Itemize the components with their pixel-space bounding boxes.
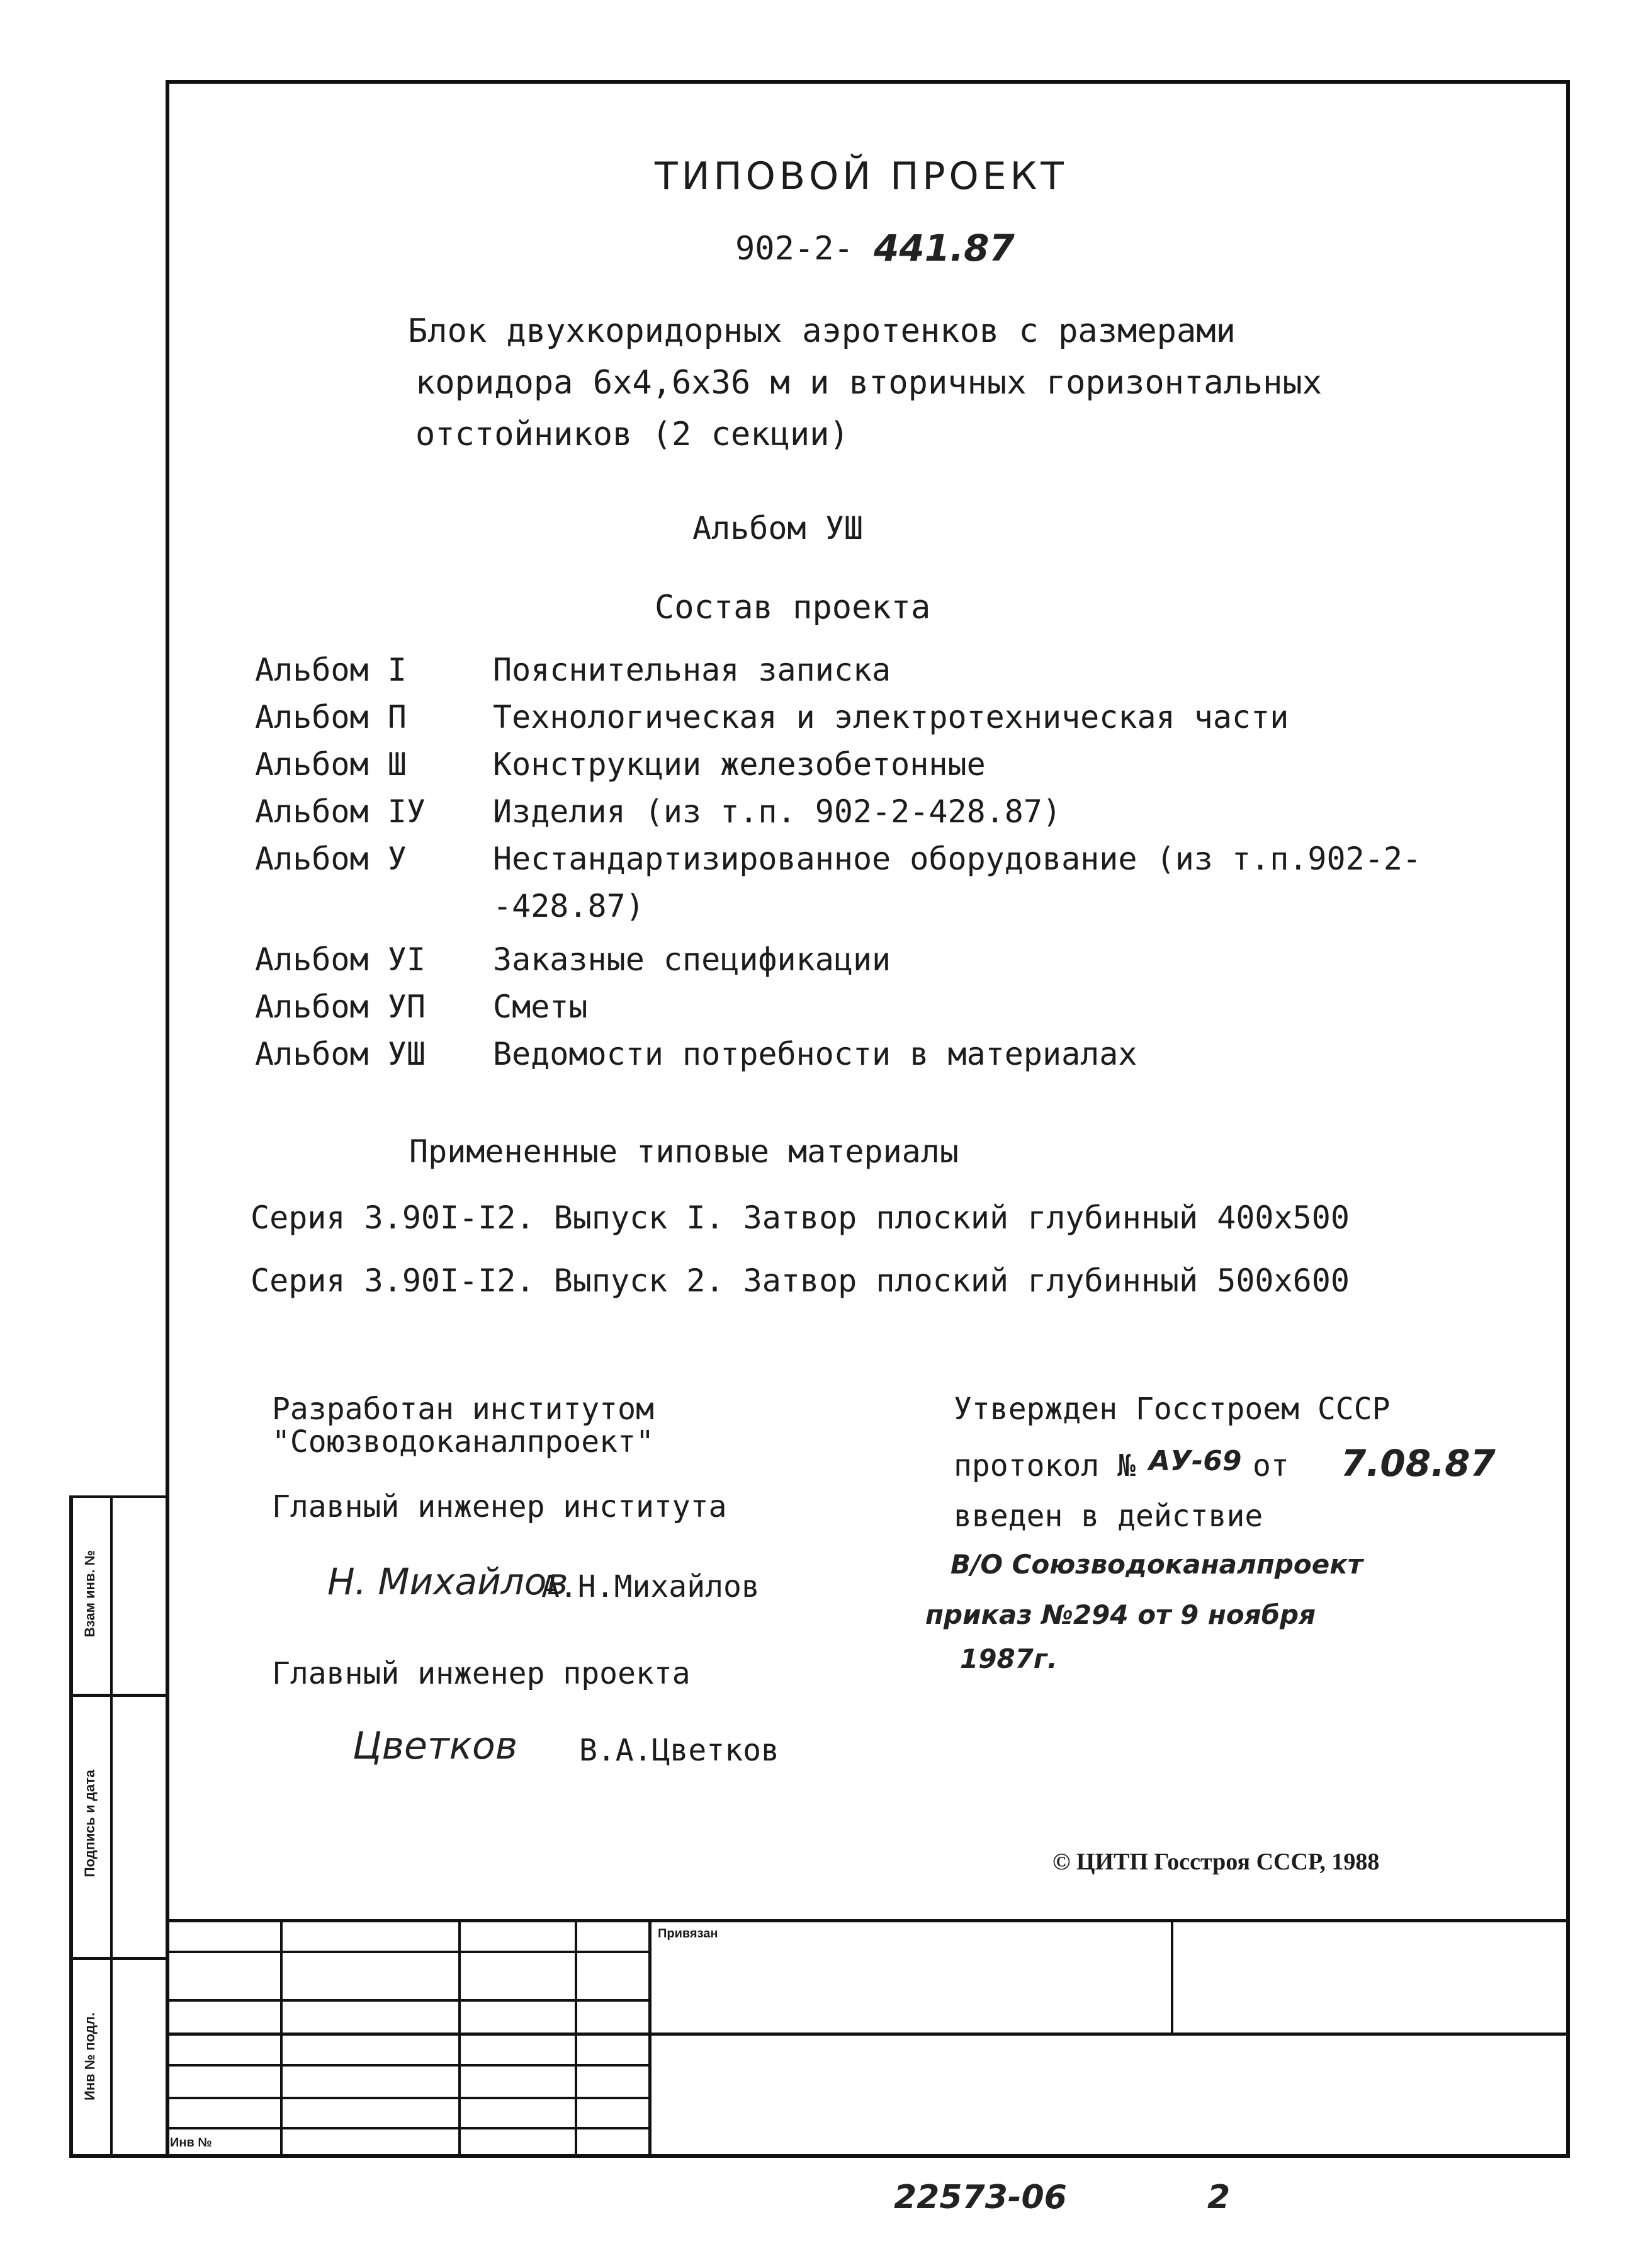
album-5-text: Нестандартизированное оборудование (из т.п.902-2- <box>493 841 1422 877</box>
description-line-2: коридора 6х4,6х36 м и вторичных горизонтальных <box>415 364 1323 402</box>
protocol-from: от <box>1253 1448 1289 1483</box>
page-number: 2 <box>1207 2179 1231 2216</box>
developer-line-1: Разработан институтом <box>272 1392 654 1427</box>
developer-line-2: "Союзводоканалпроект" <box>272 1424 654 1460</box>
album-7-label: Альбом УП <box>255 989 426 1025</box>
chief-engineer-institute-title: Главный инженер института <box>272 1489 727 1524</box>
album-5-label: Альбом У <box>255 841 407 877</box>
album-1-label: Альбом I <box>255 652 407 688</box>
stamp-linked-label: Привязан <box>658 1927 718 1941</box>
composition-heading: Состав проекта <box>655 589 931 627</box>
chief-engineer-project-name: В.А.Цветков <box>579 1733 779 1768</box>
protocol-prefix: протокол № <box>954 1448 1136 1483</box>
side-label-signature-date: Подпись и дата <box>82 1769 98 1878</box>
album-8-text: Ведомости потребности в материалах <box>493 1036 1137 1072</box>
order-line-1: В/О Союзводоканалпроект <box>951 1549 1363 1580</box>
order-line-3: 1987г. <box>960 1643 1058 1674</box>
project-number-printed: 902-2- <box>735 230 854 268</box>
album-2-label: Альбом П <box>255 699 407 735</box>
chief-engineer-project-signature: Цветков <box>353 1724 518 1768</box>
description-line-3: отстойников (2 секции) <box>415 416 849 453</box>
enacted-label: введен в действие <box>954 1499 1263 1534</box>
album-6-label: Альбом УI <box>255 941 426 978</box>
album-2-text: Технологическая и электротехническая части <box>493 699 1289 735</box>
chief-engineer-project-title: Главный инженер проекта <box>272 1656 691 1691</box>
album-3-label: Альбом Ш <box>255 746 407 783</box>
page-title: ТИПОВОЙ ПРОЕКТ <box>655 154 1068 198</box>
description-line-1: Блок двухкоридорных аэротенков с размерами <box>408 312 1236 350</box>
chief-engineer-institute-signature: Н. Михайлов <box>327 1560 568 1603</box>
document-number: 22573-06 <box>894 2179 1067 2216</box>
album-8-label: Альбом УШ <box>255 1036 426 1072</box>
protocol-date: 7.08.87 <box>1341 1442 1496 1485</box>
approval-line-1: Утвержден Госстроем СССР <box>954 1392 1391 1427</box>
album-5-text-continued: -428.87) <box>493 888 645 924</box>
chief-engineer-institute-name: А.Н.Михайлов <box>541 1569 760 1604</box>
album-label: Альбом УШ <box>692 510 863 547</box>
stamp-inv-no-label: Инв № <box>170 2136 212 2150</box>
order-line-2: приказ №294 от 9 ноября <box>925 1599 1316 1630</box>
album-4-text: Изделия (из т.п. 902-2-428.87) <box>493 793 1062 830</box>
project-number-handwritten: 441.87 <box>874 227 1015 269</box>
album-7-text: Сметы <box>493 989 588 1025</box>
material-series-1: Серия 3.90I-I2. Выпуск I. Затвор плоский глубинный 400х500 <box>251 1199 1350 1236</box>
album-1-text: Пояснительная записка <box>493 652 891 688</box>
album-3-text: Конструкции железобетонные <box>493 746 986 783</box>
album-4-label: Альбом IУ <box>255 793 426 830</box>
side-label-replace-inv: Взам инв. № <box>82 1550 98 1638</box>
side-label-inv-original: Инв № подл. <box>82 2012 98 2101</box>
materials-heading: Примененные типовые материалы <box>409 1133 959 1170</box>
copyright-notice: © ЦИТП Госстроя СССР, 1988 <box>1052 1849 1380 1875</box>
protocol-number: АУ-69 <box>1149 1445 1242 1477</box>
material-series-2: Серия 3.90I-I2. Выпуск 2. Затвор плоский глубинный 500х600 <box>251 1262 1350 1299</box>
album-6-text: Заказные спецификации <box>493 941 891 978</box>
